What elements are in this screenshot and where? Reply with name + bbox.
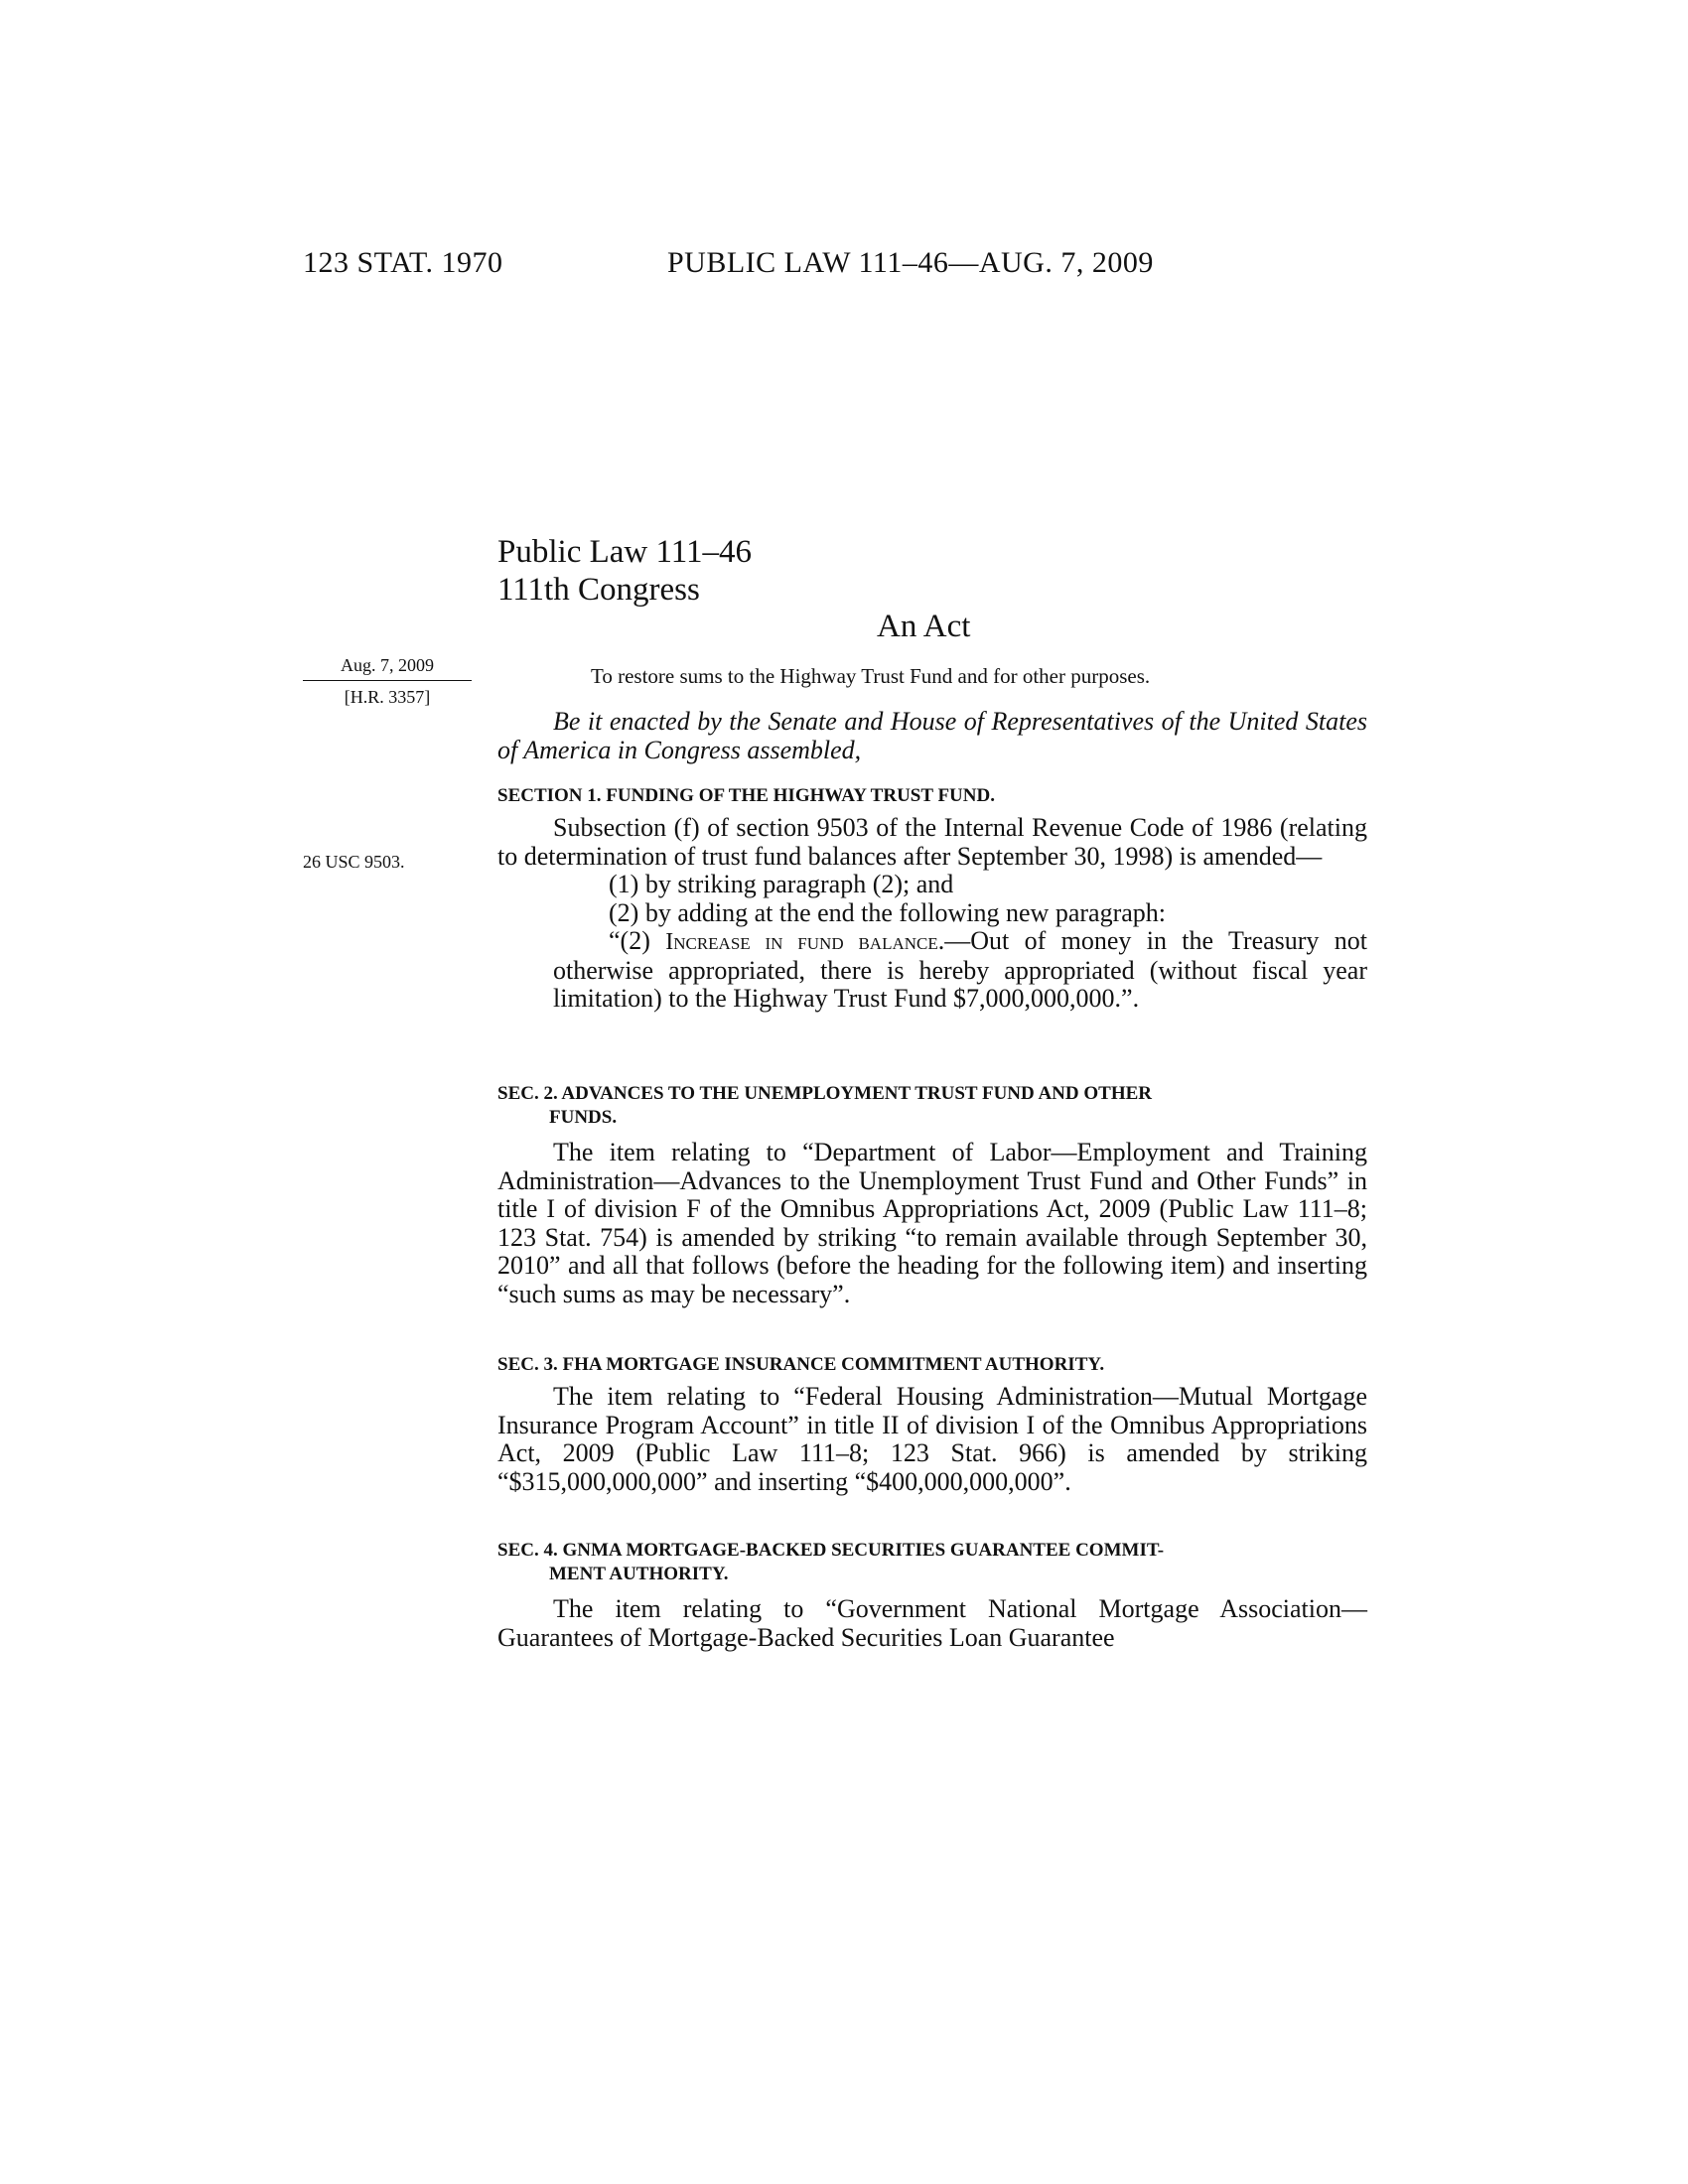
section-2-heading-line-1: SEC. 2. ADVANCES TO THE UNEMPLOYMENT TRUST FUND AND OTHER [497, 1083, 1152, 1104]
section-4-heading-line-1: SEC. 4. GNMA MORTGAGE-BACKED SECURITIES GUARANTEE COMMIT- [497, 1540, 1165, 1561]
section-2-heading [497, 1082, 1367, 1130]
section-1-quoted-paragraph [497, 927, 1367, 1014]
section-3-heading: SEC. 3. FHA MORTGAGE INSURANCE COMMITMENT AUTHORITY. [497, 1354, 1105, 1375]
section-3-text: The item relating to “Federal Housing Administration—Mutual Mortgage Insurance Program Account” in title II of division I of the Omnibus Appropriations Act, 2009 (Public Law 111–8; 123 Stat. 966) is amended by striking “$315,000,000,000” and inserting “$400,000,000,000”. [497, 1382, 1367, 1496]
section-2-heading-line-2: FUNDS. [549, 1107, 618, 1128]
running-head-law-date: PUBLIC LAW 111–46—AUG. 7, 2009 [667, 246, 1154, 279]
stat-citation: 123 STAT. 1970 [303, 246, 503, 279]
enacting-clause-text: Be it enacted by the Senate and House of Representatives of the United States of America in Congress assembled, [497, 707, 1367, 764]
section-1-intro: Subsection (f) of section 9503 of the Internal Revenue Code of 1986 (relating to determination of trust fund balances after September 30, 1998) is amended— [497, 813, 1367, 871]
quote-heading: Increase in fund balance [665, 929, 938, 955]
section-4-body [497, 1595, 1367, 1652]
act-heading: An Act [877, 609, 971, 644]
enacting-clause [497, 708, 1367, 764]
act-purpose: To restore sums to the Highway Trust Fund and for other purposes. [591, 664, 1151, 688]
margin-date: Aug. 7, 2009 [341, 655, 434, 675]
quote-number: “(2) [609, 926, 666, 955]
section-4-heading [497, 1539, 1367, 1586]
section-1-item-2: (2) by adding at the end the following new paragraph: [609, 897, 1166, 927]
quote-text: .—Out of money in the Treasury not otherwise appropriated, there is hereby appropriated (without fiscal year limitation) to the Highway Trust Fund $7,000,000,000.”. [553, 926, 1367, 1013]
margin-usc-citation: 26 USC 9503. [303, 852, 405, 872]
section-4-heading-line-2: MENT AUTHORITY. [549, 1564, 729, 1584]
margin-bill-number: [H.R. 3357] [344, 687, 431, 707]
section-2-body [497, 1139, 1367, 1308]
section-4-text: The item relating to “Government National Mortgage Association—Guarantees of Mortgage-Backed Securities Loan Guarantee [497, 1594, 1367, 1652]
section-3-body [497, 1383, 1367, 1496]
section-2-text: The item relating to “Department of Labor—Employment and Training Administration—Advances to the Unemployment Trust Fund and Other Funds” in title I of division F of the Omnibus Appropriations Act, 2009 (Public Law 111–8; 123 Stat. 754) is amended by striking “to remain available through September 30, 2010” and all that follows (before the heading for the following item) and inserting “such sums as may be necessary”. [497, 1138, 1367, 1308]
public-law-title: Public Law 111–46 [497, 534, 753, 570]
margin-divider [303, 680, 472, 681]
section-1-body [497, 814, 1367, 1014]
section-1-item-1: (1) by striking paragraph (2); and [609, 870, 954, 898]
section-1-heading: SECTION 1. FUNDING OF THE HIGHWAY TRUST FUND. [497, 785, 995, 806]
congress-label: 111th Congress [497, 572, 700, 608]
